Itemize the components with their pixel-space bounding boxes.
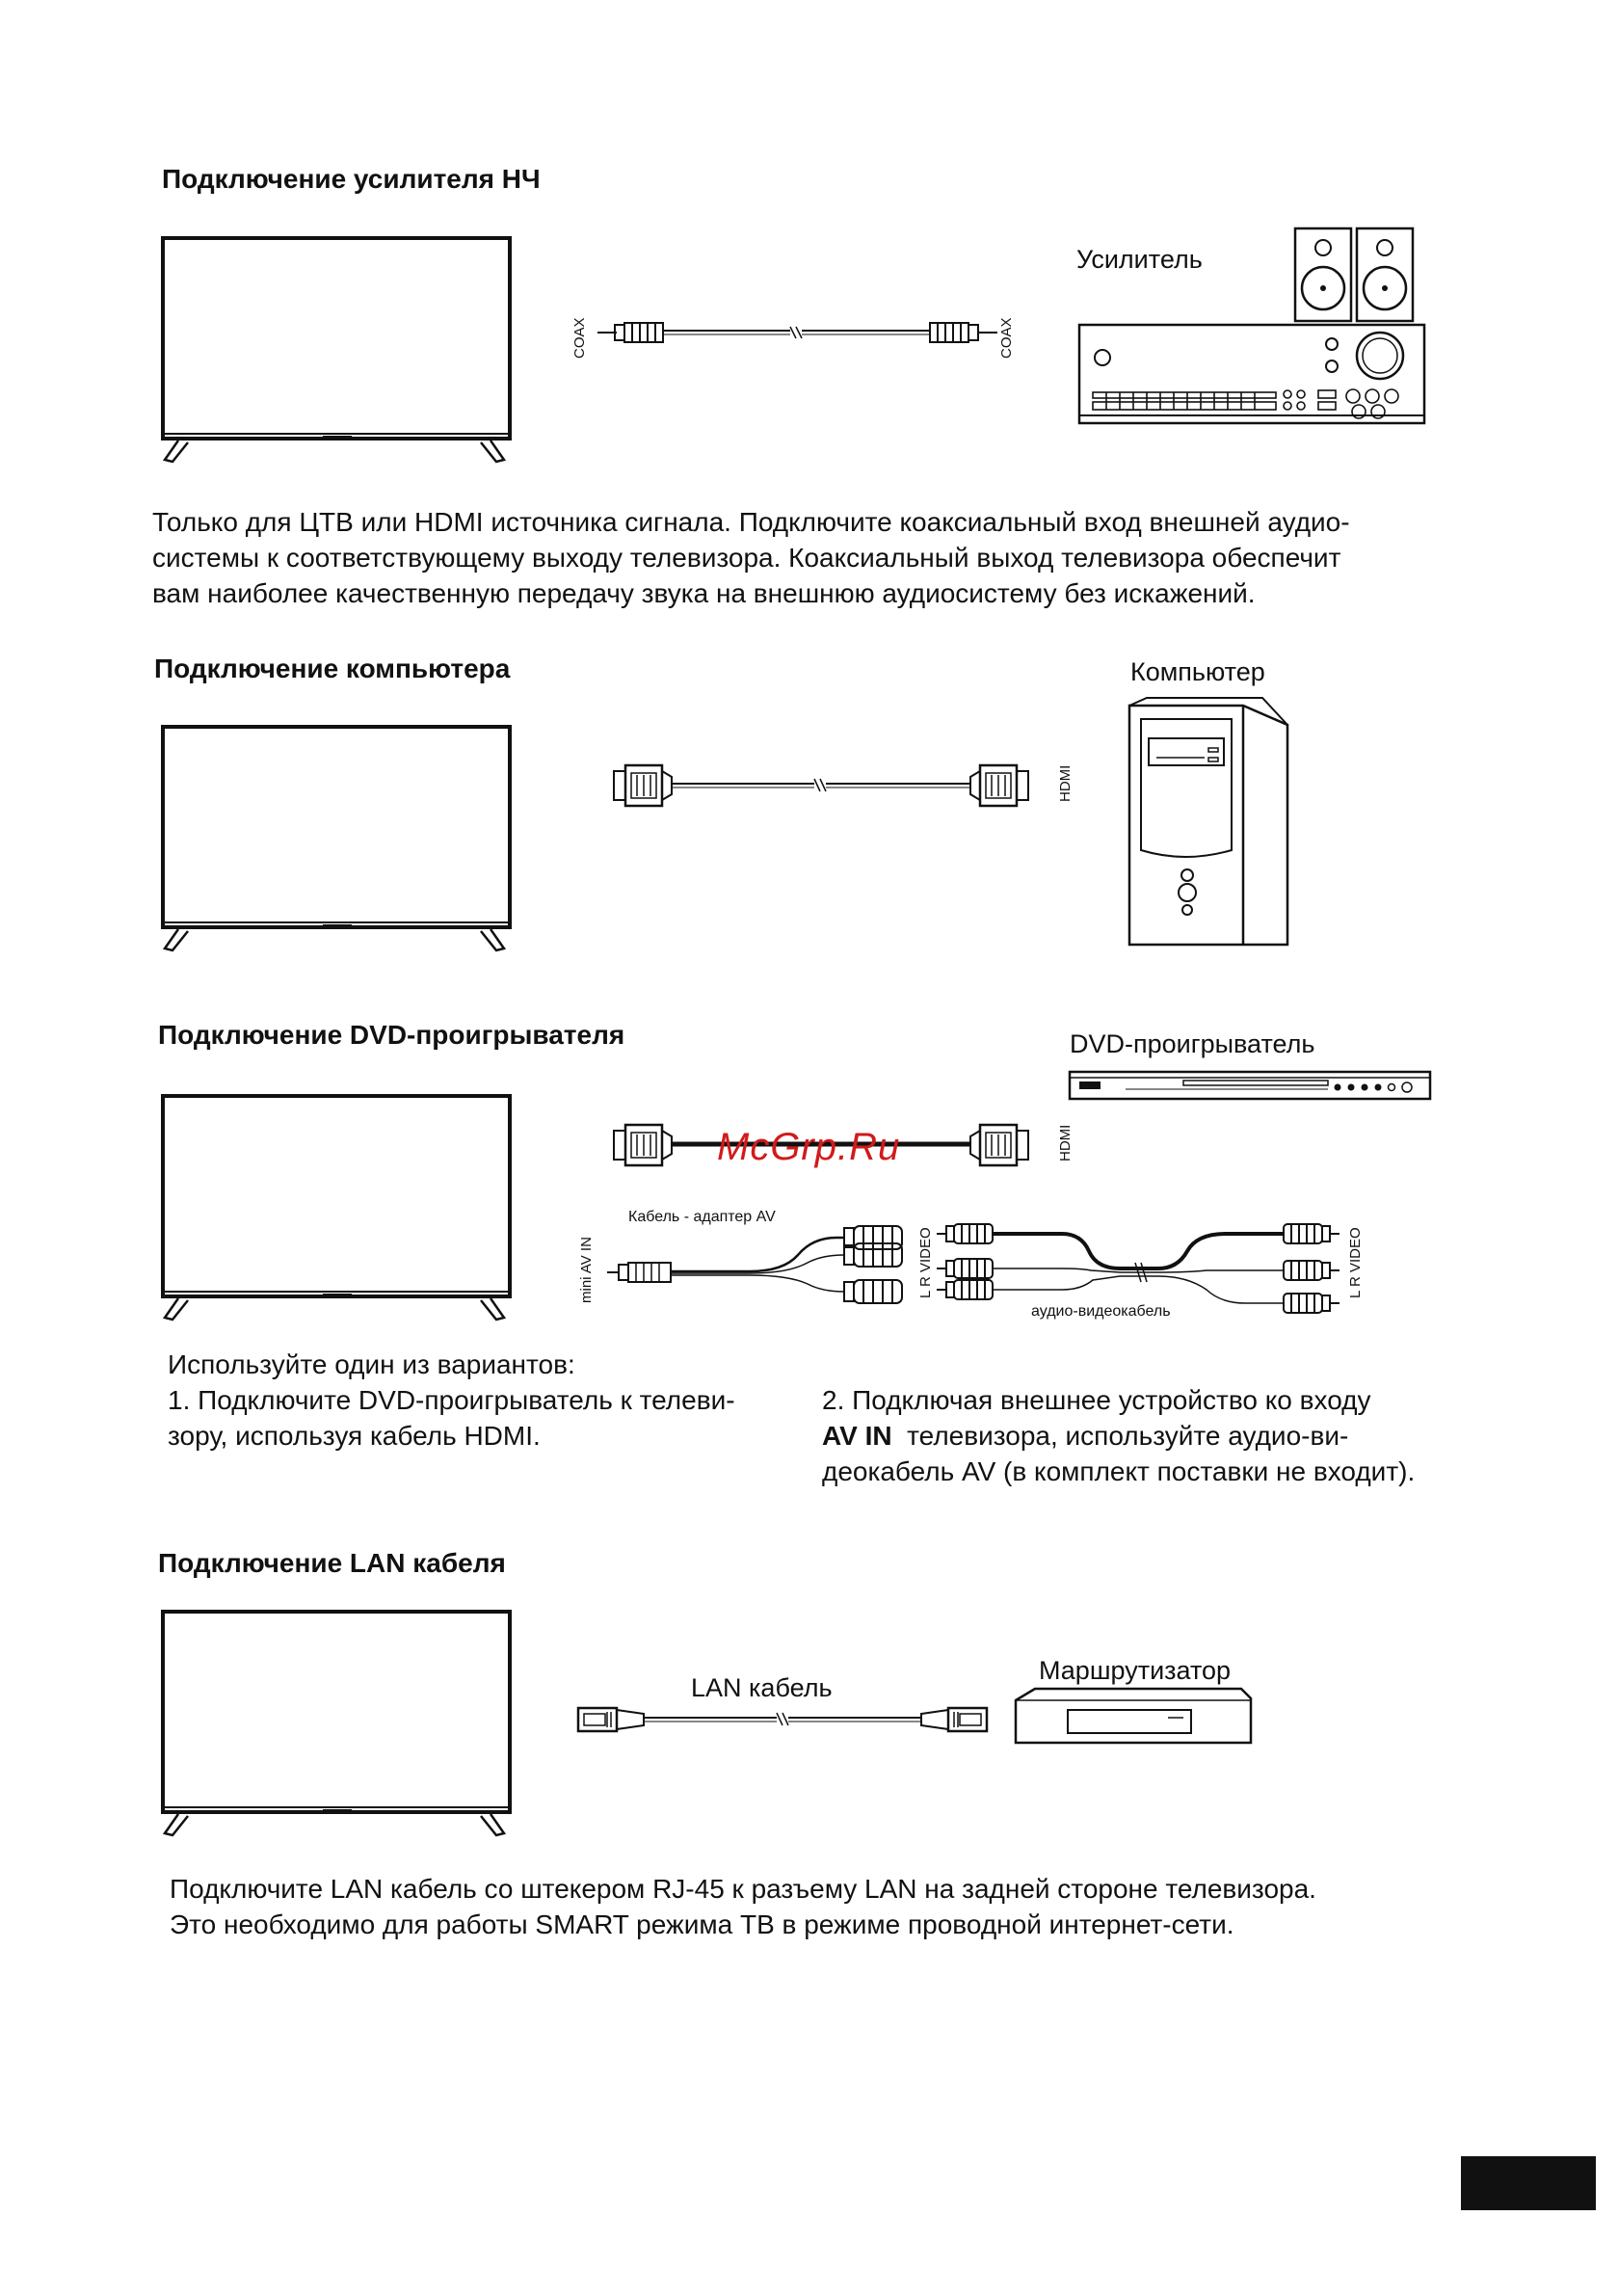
option2-line	[822, 1418, 1415, 1454]
coax-cable-illustration	[597, 313, 1002, 352]
dvd-option2	[822, 1382, 1415, 1489]
option2-rest: телевизора, используйте аудио-ви-	[891, 1421, 1349, 1451]
adapter-label: Кабель - адаптер AV	[628, 1209, 776, 1225]
lr-video-right-label: L R VIDEO	[1347, 1227, 1364, 1298]
amp-text-line: системы к соответствующему выходу телевизора. Коаксиальный выход телевизора обеспечит	[152, 543, 1341, 573]
computer-tower-illustration	[1127, 696, 1291, 948]
page-number-box	[1461, 2156, 1596, 2210]
lan-text-line: Подключите LAN кабель со штекером RJ-45 к разъему LAN на задней стороне телевизора.	[170, 1874, 1316, 1904]
lan-cable-label: LAN кабель	[691, 1673, 833, 1702]
watermark: McGrp.Ru	[717, 1126, 901, 1168]
dvd-section-title: Подключение DVD-проигрывателя	[158, 1020, 625, 1050]
coax-right-label: COAX	[998, 317, 1015, 359]
router-label: Маршрутизатор	[1039, 1656, 1232, 1685]
amplifier-illustration	[1070, 227, 1426, 434]
hdmi-cable-illustration	[612, 760, 1031, 812]
tv-illustration	[159, 1610, 516, 1841]
amp-section-title: Подключение усилителя НЧ	[162, 164, 541, 194]
lan-cable-illustration	[576, 1702, 991, 1737]
amp-text-line: Только для ЦТВ или HDMI источника сигнала. Подключите коаксиальный вход внешней аудио-	[152, 507, 1350, 537]
computer-label: Компьютер	[1130, 657, 1265, 686]
coax-left-label: COAX	[571, 317, 588, 359]
dvd-player-illustration	[1068, 1064, 1434, 1107]
tv-illustration	[159, 725, 516, 956]
option2-line: 2. Подключая внешнее устройство ко входу	[822, 1385, 1371, 1415]
tv-illustration	[159, 1094, 516, 1325]
amplifier-label: Усилитель	[1076, 245, 1203, 274]
hdmi-label: HDMI	[1057, 1124, 1074, 1161]
hdmi-label: HDMI	[1057, 764, 1074, 802]
mini-av-label: mini AV IN	[578, 1237, 595, 1303]
av-in-label: AV IN	[822, 1421, 892, 1451]
dvd-player-label: DVD-проигрыватель	[1070, 1029, 1315, 1058]
option1-line: зору, используя кабель HDMI.	[168, 1421, 541, 1451]
dvd-intro: Используйте один из вариантов:	[168, 1349, 575, 1379]
av-adapter-cable-illustration	[605, 1216, 904, 1313]
lan-paragraph	[170, 1871, 1316, 1942]
lan-section-title: Подключение LAN кабеля	[158, 1548, 506, 1578]
tv-illustration	[159, 236, 516, 467]
dvd-option1	[168, 1382, 735, 1454]
option1-line: 1. Подключите DVD-проигрыватель к телеви-	[168, 1385, 735, 1415]
lan-text-line: Это необходимо для работы SMART режима ТВ в режиме проводной интернет-сети.	[170, 1909, 1234, 1939]
av-cable-label: аудио-видеокабель	[1031, 1303, 1171, 1320]
router-illustration	[1014, 1687, 1255, 1747]
amp-text-line: вам наиболее качественную передачу звука на внешнюю аудиосистему без искажений.	[152, 578, 1256, 608]
amp-paragraph	[152, 504, 1350, 611]
pc-section-title: Подключение компьютера	[154, 654, 511, 683]
lr-video-left-label: L R VIDEO	[917, 1227, 934, 1298]
option2-line: деокабель AV (в комплект поставки не входит).	[822, 1456, 1416, 1486]
